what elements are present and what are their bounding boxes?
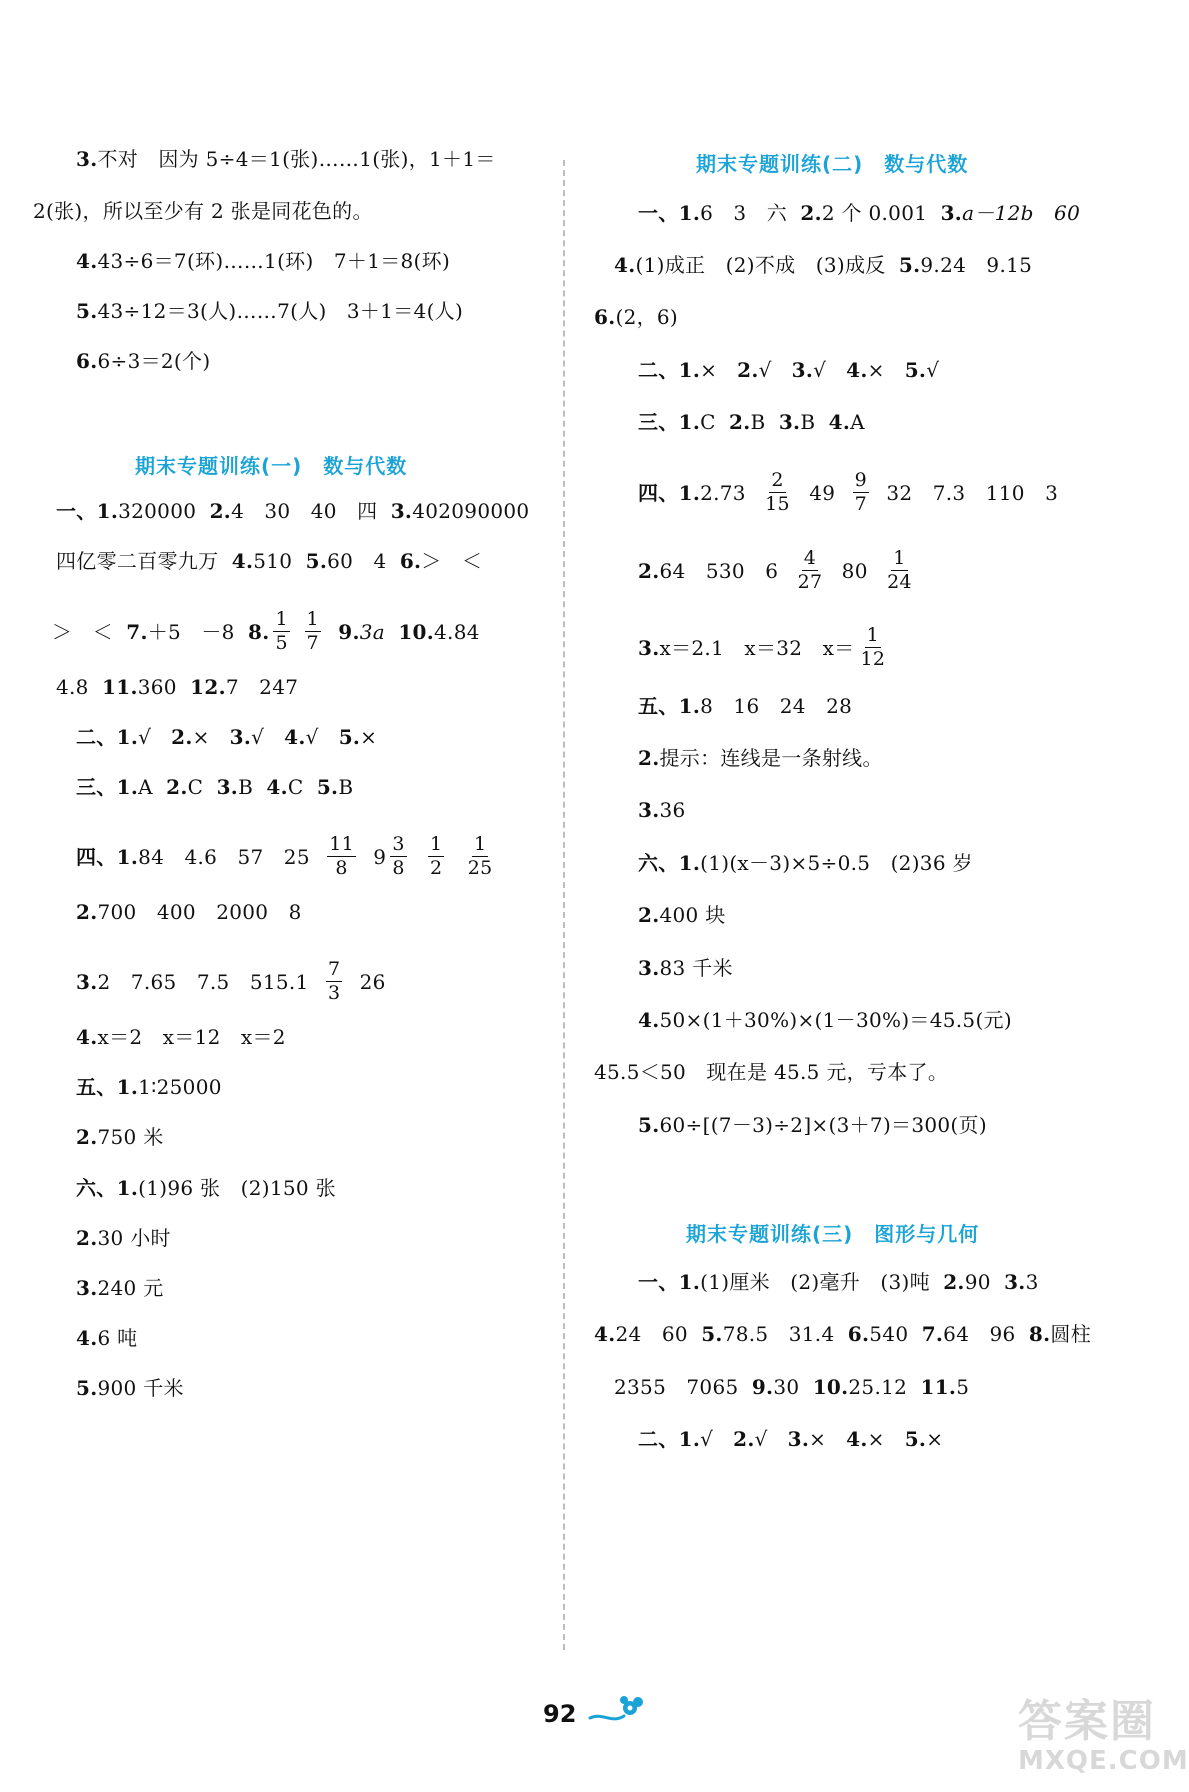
fraction: $\frac{7}{3}$: [327, 958, 341, 1004]
fraction: $\frac{4}{27}$: [797, 547, 823, 593]
answer-line: 3.83 千米: [638, 956, 733, 980]
answer-line: 5.900 千米: [76, 1376, 184, 1400]
fraction: $\frac{1}{12}$: [860, 624, 886, 670]
section-heading-2: 期末专题训练(二) 数与代数: [696, 152, 969, 176]
answer-line: 五、1.8 16 24 28: [638, 694, 853, 718]
fraction: $\frac{1}{5}$: [275, 608, 288, 654]
fraction: $\frac{1}{25}$: [467, 833, 493, 879]
answer-line: 三、1.C 2.B 3.B 4.A: [638, 410, 865, 434]
answer-line: 4.x＝2 x＝12 x＝2: [76, 1025, 286, 1049]
answer-line: 5.60÷[(7－3)÷2]×(3＋7)＝300(页): [638, 1113, 987, 1137]
answer-line: 二、1.× 2.√ 3.√ 4.× 5.√: [638, 358, 940, 382]
watermark: [1018, 1696, 1189, 1776]
answer-line: 45.5＜50 现在是 45.5 元，亏本了。: [594, 1060, 949, 1084]
answer-line: 4.6 吨: [76, 1326, 138, 1350]
answer-line: 一、1.320000 2.4 30 40 四 3.402090000: [56, 499, 530, 523]
answer-line: 3.不对 因为 5÷4＝1(张)……1(张)，1＋1＝: [76, 147, 496, 171]
answer-line: 4.50×(1＋30%)×(1－30%)＝45.5(元): [638, 1008, 1012, 1032]
answer-line: 2.400 块: [638, 903, 726, 927]
fraction: $\frac{9}{7}$: [854, 469, 868, 515]
page-number: 92: [543, 1700, 577, 1728]
fraction: $\frac{3}{8}$: [392, 833, 405, 879]
answer-line: 一、1.(1)厘米 (2)毫升 (3)吨 2.90 3.3: [638, 1270, 1039, 1294]
watermark-title: 答案圈: [1018, 1696, 1156, 1747]
answer-line: 2.750 米: [76, 1125, 164, 1149]
answer-line: 四、1.84 4.6 57 25 $\frac{11}{8}$ 9 $\frac{3}{8}$ $\frac{1}{2}$ $\frac{1}{25}$: [76, 833, 493, 879]
answer-line: 二、1.√ 2.× 3.√ 4.√ 5.×: [76, 725, 378, 749]
section-heading-3: 期末专题训练(三) 图形与几何: [686, 1222, 980, 1246]
answer-line: 3.2 7.65 7.5 515.1 $\frac{7}{3}$ 26: [76, 958, 386, 1004]
answer-line: 四、1.2.73 $\frac{2}{15}$ 49 $\frac{9}{7}$ 32 7.3 110 3: [638, 469, 1059, 515]
answer-line: 六、1.(1)(x－3)×5÷0.5 (2)36 岁: [638, 851, 973, 875]
answer-line: 3.x＝2.1 x＝32 x＝ $\frac{1}{12}$: [638, 624, 886, 670]
answer-line: 3.36: [638, 798, 686, 822]
fraction: $\frac{1}{7}$: [306, 608, 319, 654]
flower-ornament-icon: [588, 1690, 648, 1730]
section-heading-1: 期末专题训练(一) 数与代数: [135, 454, 408, 478]
answer-line: 2.提示：连线是一条射线。: [638, 746, 883, 770]
answer-line: 5.43÷12＝3(人)……7(人) 3＋1＝4(人): [76, 299, 464, 323]
fraction: $\frac{1}{24}$: [887, 547, 912, 593]
answer-line: 2355 7065 9.30 10.25.12 11.5: [614, 1375, 970, 1399]
answer-line: 一、1.6 3 六 2.2 个 0.001 3.a－12b 60: [638, 201, 1081, 225]
answer-line: 6.(2，6): [594, 305, 679, 329]
answer-line: 二、1.√ 2.√ 3.× 4.× 5.×: [638, 1427, 944, 1451]
column-divider: [563, 160, 565, 1650]
answer-line: 六、1.(1)96 张 (2)150 张: [76, 1176, 336, 1200]
answer-line: 2.700 400 2000 8: [76, 900, 302, 924]
answer-line: 3.240 元: [76, 1276, 164, 1300]
answer-line: 6.6÷3＝2(个): [76, 349, 211, 373]
answer-line: 三、1.A 2.C 3.B 4.C 5.B: [76, 775, 354, 799]
answer-line: 4.8 11.360 12.7 247: [56, 675, 299, 699]
answer-line: 4.(1)成正 (2)不成 (3)成反 5.9.24 9.15: [614, 253, 1033, 277]
answer-line: 五、1.1∶25000: [76, 1075, 222, 1099]
answer-line: 4.43÷6＝7(环)……1(环) 7＋1＝8(环): [76, 249, 451, 273]
answer-line: 2.30 小时: [76, 1226, 171, 1250]
answer-line: ＞ ＜ 7.＋5 －8 8. $\frac{1}{5}$ $\frac{1}{7}$ 9.3a 10.4.84: [52, 608, 480, 654]
fraction: $\frac{2}{15}$: [765, 469, 790, 515]
answer-line: 4.24 60 5.78.5 31.4 6.540 7.64 96 8.圆柱: [594, 1322, 1091, 1346]
answer-line: 四亿零二百零九万 4.510 5.60 4 6.＞ ＜: [56, 549, 483, 573]
fraction: $\frac{11}{8}$: [329, 833, 354, 879]
watermark-url: MXQE.COM: [1018, 1746, 1189, 1776]
fraction: $\frac{1}{2}$: [430, 833, 443, 879]
answer-line: 2.64 530 6 $\frac{4}{27}$ 80 $\frac{1}{24}$: [638, 547, 912, 593]
answer-line: 2(张)，所以至少有 2 张是同花色的。: [33, 199, 373, 223]
